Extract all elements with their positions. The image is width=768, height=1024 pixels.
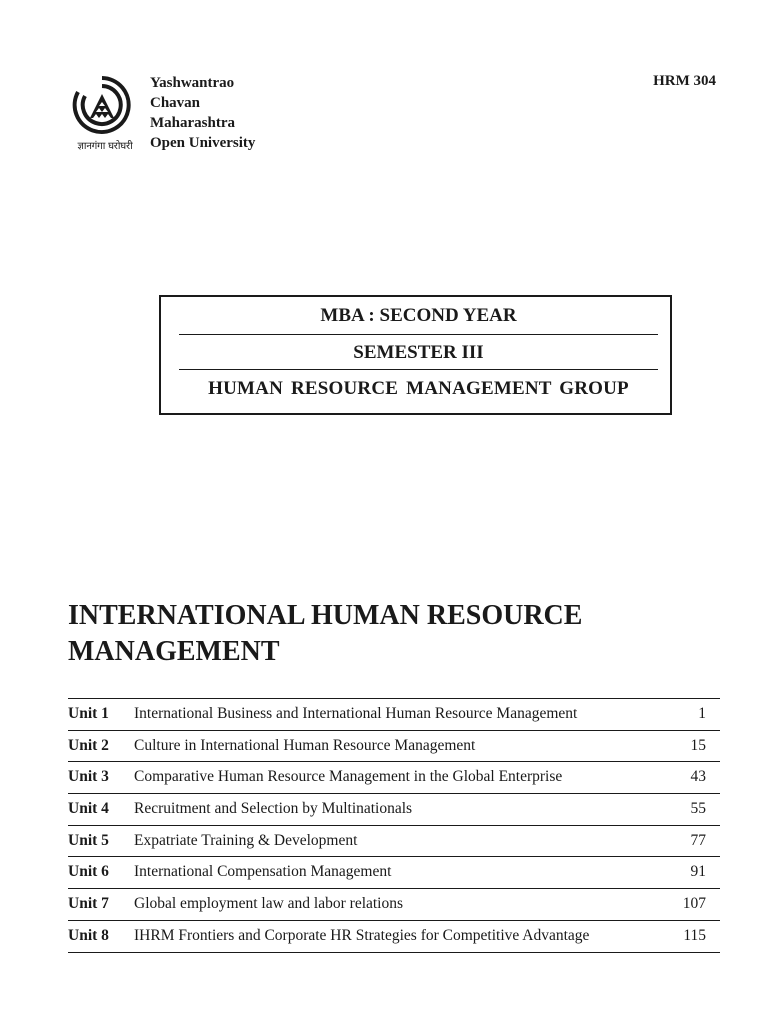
course-code: HRM 304 xyxy=(653,73,716,89)
unit-row xyxy=(68,889,720,921)
unit-row xyxy=(68,826,720,858)
unit-title: Recruitment and Selection by Multinationals xyxy=(134,800,413,818)
university-name-line: Yashwantrao xyxy=(150,75,235,91)
unit-number: Unit 5 xyxy=(68,831,109,849)
unit-number: Unit 4 xyxy=(68,800,109,818)
university-name-line: Chavan xyxy=(150,95,201,111)
ycmou-logo-icon xyxy=(70,74,134,136)
unit-title: Global employment law and labor relations xyxy=(134,895,404,913)
university-logo xyxy=(64,74,146,164)
unit-title: International Business and International Human Resource Management xyxy=(134,705,578,722)
unit-row xyxy=(68,731,720,763)
unit-page: 115 xyxy=(683,926,706,944)
unit-row xyxy=(68,699,720,731)
unit-page: 1 xyxy=(698,705,706,722)
unit-page: 107 xyxy=(682,895,706,913)
book-title-line: INTERNATIONAL HUMAN RESOURCE xyxy=(68,600,583,631)
unit-page: 43 xyxy=(690,768,706,786)
unit-page: 15 xyxy=(690,736,706,754)
book-title xyxy=(68,598,728,670)
unit-page: 77 xyxy=(690,831,706,849)
unit-number: Unit 6 xyxy=(68,863,109,881)
unit-page: 91 xyxy=(690,863,706,881)
unit-title: Culture in International Human Resource Management xyxy=(134,736,476,754)
program-year: MBA : SECOND YEAR xyxy=(320,305,517,326)
program-semester: SEMESTER III xyxy=(353,342,484,363)
program-group: HUMAN RESOURCE MANAGEMENT GROUP xyxy=(208,378,629,399)
program-box xyxy=(159,295,672,415)
university-name-line: Open University xyxy=(150,135,256,151)
unit-row xyxy=(68,857,720,889)
unit-number: Unit 2 xyxy=(68,736,109,754)
unit-row xyxy=(68,762,720,794)
divider xyxy=(179,369,658,370)
book-title-line: MANAGEMENT xyxy=(68,636,280,667)
unit-row xyxy=(68,794,720,826)
unit-number: Unit 1 xyxy=(68,705,109,722)
unit-title: Comparative Human Resource Management in the Global Enterprise xyxy=(134,768,563,786)
unit-title: IHRM Frontiers and Corporate HR Strategies for Competitive Advantage xyxy=(134,926,590,944)
university-name-line: Maharashtra xyxy=(150,115,235,131)
unit-number: Unit 7 xyxy=(68,895,109,913)
unit-number: Unit 8 xyxy=(68,926,109,944)
divider xyxy=(179,334,658,335)
units-table xyxy=(68,698,720,953)
university-name xyxy=(150,73,255,153)
university-motto: ज्ञानगंगा घरोघरी xyxy=(77,141,133,152)
unit-title: International Compensation Management xyxy=(134,863,392,881)
unit-number: Unit 3 xyxy=(68,768,109,786)
unit-title: Expatriate Training & Development xyxy=(134,831,358,849)
unit-page: 55 xyxy=(690,800,706,818)
unit-row xyxy=(68,921,720,953)
